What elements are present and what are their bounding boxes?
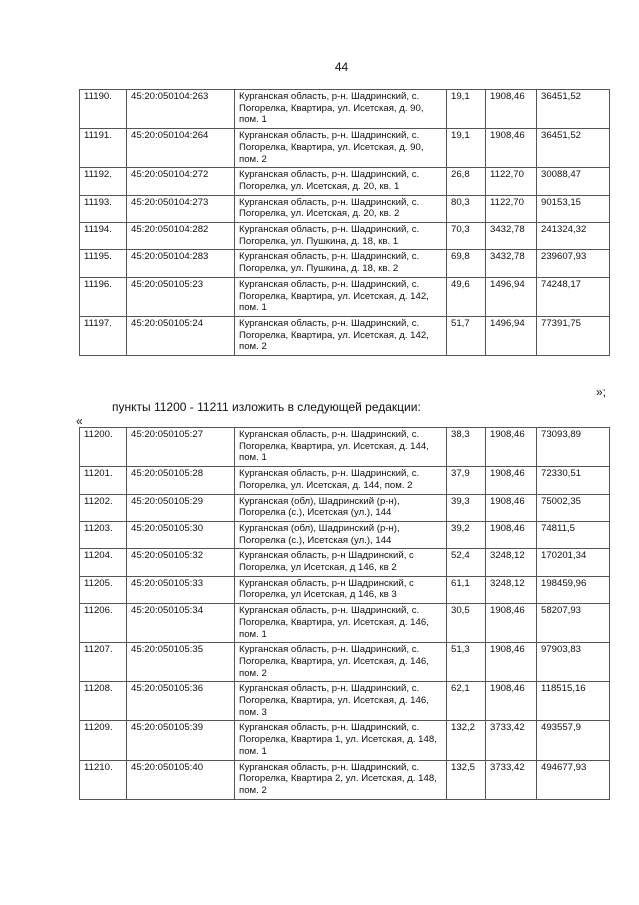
item-number-cell: 11203. xyxy=(80,521,127,548)
address-cell: Курганская область, р-н Шадринский, с Погорелка, ул Исетская, д 146, кв 3 xyxy=(235,576,447,603)
table-row xyxy=(80,604,610,643)
table-row xyxy=(80,521,610,548)
table-row xyxy=(80,250,610,277)
unit-value-cell: 1122,70 xyxy=(486,168,537,195)
cadastral-value-cell: 198459,96 xyxy=(537,576,610,603)
address-cell: Курганская область, р-н. Шадринский, с. Погорелка, Квартира, ул. Исетская, д. 146, пом. 3 xyxy=(235,682,447,721)
cadastral-value-cell: 118515,16 xyxy=(537,682,610,721)
area-cell: 132,2 xyxy=(447,721,486,760)
unit-value-cell: 1908,46 xyxy=(486,643,537,682)
table-row xyxy=(80,129,610,168)
cadastral-number-cell: 45:20:050105:33 xyxy=(127,576,235,603)
address-cell: Курганская область, р-н. Шадринский, с. Погорелка, ул. Пушкина, д. 18, кв. 1 xyxy=(235,223,447,250)
table-row xyxy=(80,494,610,521)
unit-value-cell: 1908,46 xyxy=(486,129,537,168)
page-number: 44 xyxy=(334,60,349,74)
cadastral-number-cell: 45:20:050104:282 xyxy=(127,223,235,250)
unit-value-cell: 3248,12 xyxy=(486,549,537,576)
cadastral-value-cell: 36451,52 xyxy=(537,90,610,129)
address-cell: Курганская область, р-н. Шадринский, с. Погорелка, ул. Исетская, д. 144, пом. 2 xyxy=(235,467,447,494)
cadastral-value-cell: 75002,35 xyxy=(537,494,610,521)
cadastral-value-cell: 77391,75 xyxy=(537,316,610,355)
area-cell: 62,1 xyxy=(447,682,486,721)
item-number-cell: 11190. xyxy=(80,90,127,129)
unit-value-cell: 1122,70 xyxy=(486,195,537,222)
address-cell: Курганская область, р-н Шадринский, с Погорелка, ул Исетская, д 146, кв 2 xyxy=(235,549,447,576)
cadastral-value-cell: 58207,93 xyxy=(537,604,610,643)
item-number-cell: 11201. xyxy=(80,467,127,494)
cadastral-number-cell: 45:20:050105:32 xyxy=(127,549,235,576)
table-row xyxy=(80,195,610,222)
item-number-cell: 11205. xyxy=(80,576,127,603)
area-cell: 26,8 xyxy=(447,168,486,195)
item-number-cell: 11196. xyxy=(80,277,127,316)
address-cell: Курганская область, р-н. Шадринский, с. Погорелка, Квартира, ул. Исетская, д. 142, пом. 1 xyxy=(235,277,447,316)
cadastral-value-cell: 74811,5 xyxy=(537,521,610,548)
unit-value-cell: 1908,46 xyxy=(486,467,537,494)
table-row xyxy=(80,549,610,576)
cadastral-value-cell: 493557,9 xyxy=(537,721,610,760)
unit-value-cell: 1908,46 xyxy=(486,682,537,721)
area-cell: 51,7 xyxy=(447,316,486,355)
address-cell: Курганская область, р-н. Шадринский, с. Погорелка, Квартира, ул. Исетская, д. 90, пом. 2 xyxy=(235,129,447,168)
cadastral-value-cell: 36451,52 xyxy=(537,129,610,168)
area-cell: 39,3 xyxy=(447,494,486,521)
address-cell: Курганская область, р-н. Шадринский, с. Погорелка, Квартира, ул. Исетская, д. 142, пом. 2 xyxy=(235,316,447,355)
area-cell: 52,4 xyxy=(447,549,486,576)
property-table-2 xyxy=(79,427,610,800)
unit-value-cell: 3432,78 xyxy=(486,250,537,277)
area-cell: 49,6 xyxy=(447,277,486,316)
item-number-cell: 11200. xyxy=(80,428,127,467)
table-row xyxy=(80,760,610,799)
cadastral-value-cell: 72330,51 xyxy=(537,467,610,494)
address-cell: Курганская (обл), Шадринский (р-н), Погорелка (с.), Исетская (ул.), 144 xyxy=(235,521,447,548)
address-cell: Курганская область, р-н. Шадринский, с. Погорелка, Квартира, ул. Исетская, д. 146, пом. 1 xyxy=(235,604,447,643)
item-number-cell: 11202. xyxy=(80,494,127,521)
table-row xyxy=(80,168,610,195)
area-cell: 70,3 xyxy=(447,223,486,250)
unit-value-cell: 1496,94 xyxy=(486,316,537,355)
cadastral-value-cell: 73093,89 xyxy=(537,428,610,467)
address-cell: Курганская (обл), Шадринский (р-н), Погорелка (с.), Исетская (ул.), 144 xyxy=(235,494,447,521)
amendment-instruction: пункты 11200 - 11211 изложить в следующей редакции: xyxy=(112,400,421,414)
table-row xyxy=(80,223,610,250)
cadastral-value-cell: 74248,17 xyxy=(537,277,610,316)
cadastral-number-cell: 45:20:050104:283 xyxy=(127,250,235,277)
item-number-cell: 11194. xyxy=(80,223,127,250)
table-row xyxy=(80,467,610,494)
table-row xyxy=(80,576,610,603)
property-table-1 xyxy=(79,89,610,356)
unit-value-cell: 1908,46 xyxy=(486,604,537,643)
cadastral-number-cell: 45:20:050105:24 xyxy=(127,316,235,355)
item-number-cell: 11208. xyxy=(80,682,127,721)
cadastral-number-cell: 45:20:050105:39 xyxy=(127,721,235,760)
cadastral-value-cell: 97903,83 xyxy=(537,643,610,682)
table-row xyxy=(80,316,610,355)
cadastral-number-cell: 45:20:050105:29 xyxy=(127,494,235,521)
unit-value-cell: 1496,94 xyxy=(486,277,537,316)
table-row xyxy=(80,277,610,316)
table-row xyxy=(80,428,610,467)
cadastral-number-cell: 45:20:050104:272 xyxy=(127,168,235,195)
cadastral-value-cell: 241324,32 xyxy=(537,223,610,250)
area-cell: 30,5 xyxy=(447,604,486,643)
unit-value-cell: 3733,42 xyxy=(486,760,537,799)
unit-value-cell: 3248,12 xyxy=(486,576,537,603)
cadastral-number-cell: 45:20:050105:36 xyxy=(127,682,235,721)
cadastral-number-cell: 45:20:050105:28 xyxy=(127,467,235,494)
closing-quote: »; xyxy=(596,385,607,399)
area-cell: 39,2 xyxy=(447,521,486,548)
cadastral-number-cell: 45:20:050105:40 xyxy=(127,760,235,799)
area-cell: 37,9 xyxy=(447,467,486,494)
cadastral-number-cell: 45:20:050105:30 xyxy=(127,521,235,548)
address-cell: Курганская область, р-н. Шадринский, с. Погорелка, Квартира 2, ул. Исетская, д. 148, пом. 2 xyxy=(235,760,447,799)
cadastral-value-cell: 30088,47 xyxy=(537,168,610,195)
unit-value-cell: 1908,46 xyxy=(486,494,537,521)
unit-value-cell: 1908,46 xyxy=(486,521,537,548)
unit-value-cell: 1908,46 xyxy=(486,90,537,129)
item-number-cell: 11195. xyxy=(80,250,127,277)
area-cell: 132,5 xyxy=(447,760,486,799)
opening-quote: « xyxy=(76,414,83,428)
address-cell: Курганская область, р-н. Шадринский, с. Погорелка, Квартира, ул. Исетская, д. 90, пом. 1 xyxy=(235,90,447,129)
area-cell: 80,3 xyxy=(447,195,486,222)
table-row xyxy=(80,721,610,760)
cadastral-number-cell: 45:20:050105:35 xyxy=(127,643,235,682)
address-cell: Курганская область, р-н. Шадринский, с. Погорелка, ул. Пушкина, д. 18, кв. 2 xyxy=(235,250,447,277)
area-cell: 61,1 xyxy=(447,576,486,603)
address-cell: Курганская область, р-н. Шадринский, с. Погорелка, Квартира, ул. Исетская, д. 144, пом. 1 xyxy=(235,428,447,467)
item-number-cell: 11207. xyxy=(80,643,127,682)
cadastral-value-cell: 494677,93 xyxy=(537,760,610,799)
table-row xyxy=(80,682,610,721)
address-cell: Курганская область, р-н. Шадринский, с. Погорелка, ул. Исетская, д. 20, кв. 1 xyxy=(235,168,447,195)
cadastral-value-cell: 90153,15 xyxy=(537,195,610,222)
address-cell: Курганская область, р-н. Шадринский, с. Погорелка, ул. Исетская, д. 20, кв. 2 xyxy=(235,195,447,222)
table-row xyxy=(80,90,610,129)
cadastral-number-cell: 45:20:050104:273 xyxy=(127,195,235,222)
area-cell: 51,3 xyxy=(447,643,486,682)
unit-value-cell: 3733,42 xyxy=(486,721,537,760)
area-cell: 69,8 xyxy=(447,250,486,277)
item-number-cell: 11206. xyxy=(80,604,127,643)
cadastral-number-cell: 45:20:050104:263 xyxy=(127,90,235,129)
area-cell: 19,1 xyxy=(447,129,486,168)
item-number-cell: 11210. xyxy=(80,760,127,799)
address-cell: Курганская область, р-н. Шадринский, с. Погорелка, Квартира 1, ул. Исетская, д. 148, пом. 1 xyxy=(235,721,447,760)
item-number-cell: 11197. xyxy=(80,316,127,355)
item-number-cell: 11204. xyxy=(80,549,127,576)
unit-value-cell: 1908,46 xyxy=(486,428,537,467)
item-number-cell: 11209. xyxy=(80,721,127,760)
cadastral-value-cell: 239607,93 xyxy=(537,250,610,277)
address-cell: Курганская область, р-н. Шадринский, с. Погорелка, Квартира, ул. Исетская, д. 146, пом. 2 xyxy=(235,643,447,682)
cadastral-value-cell: 170201,34 xyxy=(537,549,610,576)
cadastral-number-cell: 45:20:050104:264 xyxy=(127,129,235,168)
cadastral-number-cell: 45:20:050105:23 xyxy=(127,277,235,316)
cadastral-number-cell: 45:20:050105:34 xyxy=(127,604,235,643)
area-cell: 19,1 xyxy=(447,90,486,129)
item-number-cell: 11192. xyxy=(80,168,127,195)
unit-value-cell: 3432,78 xyxy=(486,223,537,250)
item-number-cell: 11191. xyxy=(80,129,127,168)
item-number-cell: 11193. xyxy=(80,195,127,222)
table-row xyxy=(80,643,610,682)
area-cell: 38,3 xyxy=(447,428,486,467)
cadastral-number-cell: 45:20:050105:27 xyxy=(127,428,235,467)
